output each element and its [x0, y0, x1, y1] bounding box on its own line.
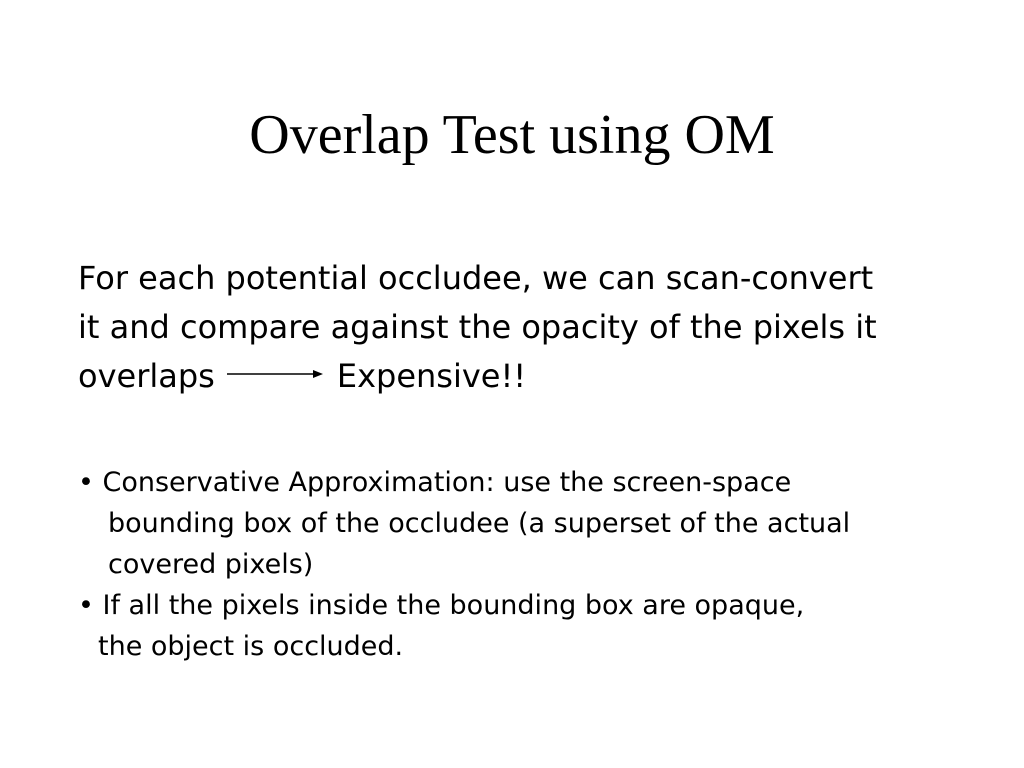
- expensive-text: Expensive!!: [336, 357, 527, 395]
- bullet-list: [78, 462, 978, 667]
- paragraph-line: For each potential occludee, we can scan-convert: [78, 259, 874, 297]
- overlaps-text: overlaps: [78, 357, 215, 395]
- paragraph-line-with-arrow: [78, 352, 978, 401]
- bullet-item-conservative: • Conservative Approximation: use the screen-space: [78, 467, 792, 498]
- right-arrow-icon: [227, 364, 323, 384]
- paragraph-line: it and compare against the opacity of the pixels it: [78, 308, 877, 346]
- bullet-continuation: covered pixels): [108, 549, 314, 580]
- bullet-continuation: bounding box of the occludee (a superset of the actual: [108, 508, 851, 539]
- intro-paragraph: [78, 254, 978, 401]
- slide-title: Overlap Test using OM: [249, 104, 775, 166]
- bullet-continuation: the object is occluded.: [98, 631, 404, 662]
- bullet-item-opaque: • If all the pixels inside the bounding box are opaque,: [78, 590, 805, 621]
